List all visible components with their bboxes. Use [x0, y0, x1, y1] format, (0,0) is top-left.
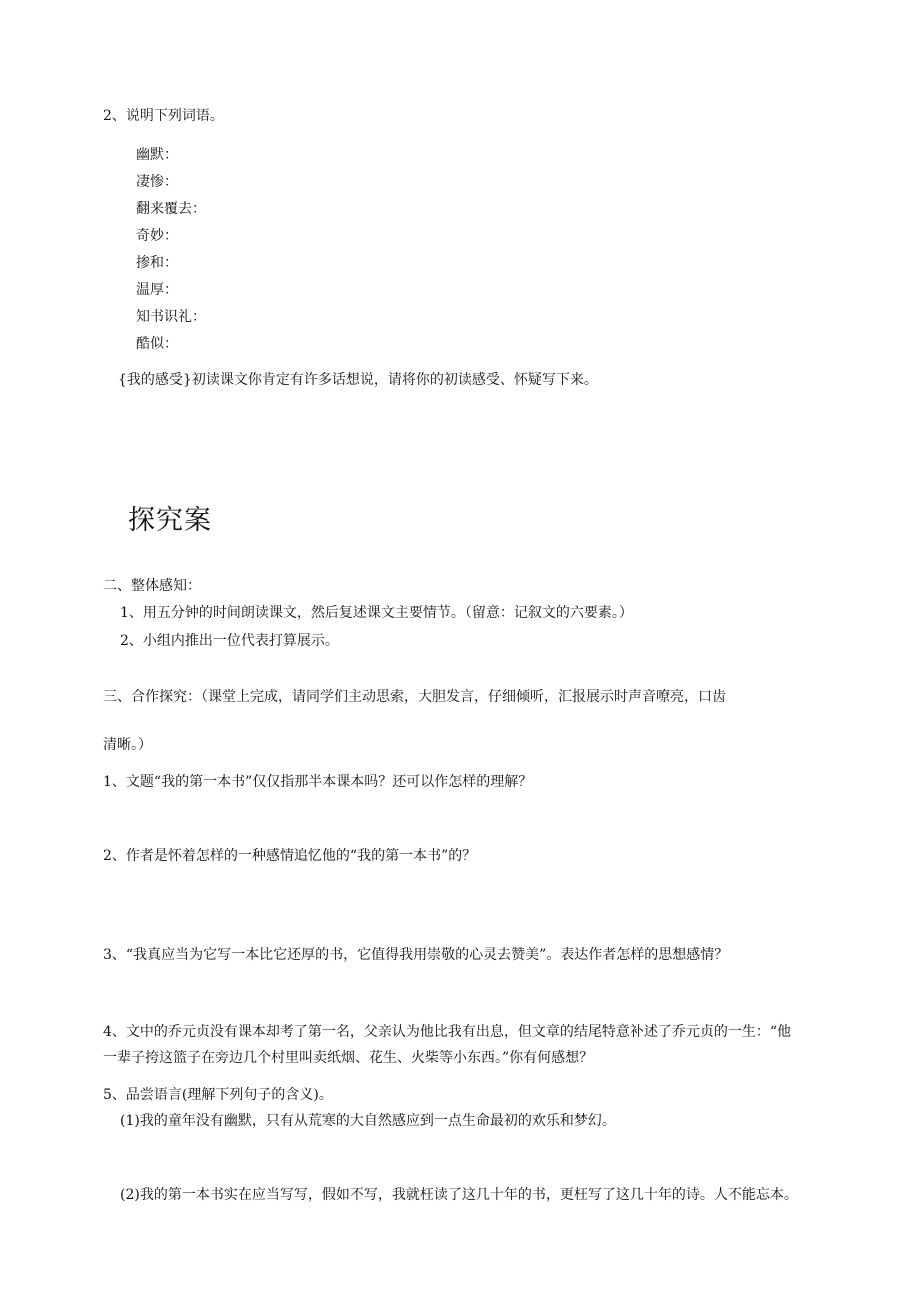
overall-item: 1、用五分钟的时间朗读课文，然后复述课文主要情节。（留意：记叙文的六要素。） — [120, 605, 633, 621]
question-2: 2、作者是怀着怎样的一种感情追忆他的“我的第一本书”的？ — [103, 848, 477, 864]
overall-perception-title: 二、整体感知： — [103, 578, 201, 594]
vocab-item: 知书识礼： — [136, 309, 206, 325]
question-5-sentence-2: (2)我的第一本书实在应当写写，假如不写，我就枉读了这几十年的书，更枉写了这几十年的诗。人不能忘本。 — [120, 1187, 798, 1203]
overall-item: 2、小组内推出一位代表打算展示。 — [120, 633, 339, 649]
vocab-item: 翻来覆去： — [136, 201, 206, 217]
vocab-item: 掺和： — [136, 255, 178, 271]
vocab-item: 幽默： — [136, 147, 178, 163]
vocab-item: 温厚： — [136, 282, 178, 298]
cooperative-inquiry-title: 三、合作探究：（课堂上完成，请同学们主动思索，大胆发言，仔细倾听，汇报展示时声音嘹亮，口齿 — [103, 689, 726, 705]
question-1: 1、文题“我的第一本书”仅仅指那半本课本吗？还可以作怎样的理解？ — [103, 774, 533, 790]
vocab-item: 酷似： — [136, 336, 178, 352]
my-feeling-prompt: {我的感受}初读课文你肯定有许多话想说，请将你的初读感受、怀疑写下来。 — [118, 372, 598, 388]
question-4: 4、文中的乔元贞没有课本却考了第一名，父亲认为他比我有出息，但文章的结尾特意补述了乔元贞的一生：“他 — [103, 1024, 792, 1040]
vocab-item: 凄惨： — [136, 174, 178, 190]
question-5-sentence-1: (1)我的童年没有幽默，只有从荒寒的大自然感应到一点生命最初的欢乐和梦幻。 — [120, 1113, 616, 1129]
section-2-title: 2、说明下列词语。 — [103, 108, 224, 124]
question-4-cont: 一辈子挎这篮子在旁边几个村里叫卖纸烟、花生、火柴等小东西。”你有何感想？ — [103, 1050, 594, 1066]
question-5: 5、品尝语言(理解下列句子的含义)。 — [103, 1087, 333, 1103]
question-3: 3、“我真应当为它写一本比它还厚的书，它值得我用崇敬的心灵去赞美”。表达作者怎样的思想感情？ — [103, 947, 729, 963]
explore-heading: 探究案 — [128, 505, 212, 536]
cooperative-inquiry-title-cont: 清晰。） — [103, 737, 152, 753]
vocab-item: 奇妙： — [136, 228, 178, 244]
